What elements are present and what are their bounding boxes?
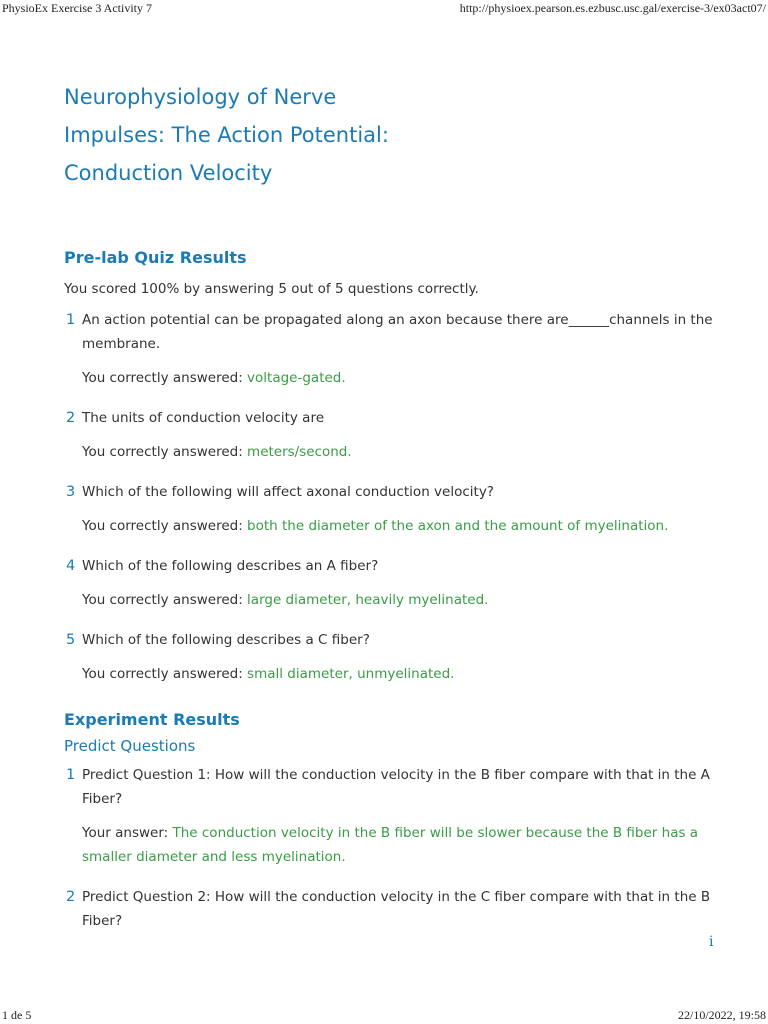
question-answer xyxy=(82,588,724,612)
predict-question-2 xyxy=(64,885,724,933)
prelab-question-4 xyxy=(64,554,724,612)
answer-prefix: You correctly answered: xyxy=(82,518,243,534)
print-footer-page: 1 de 5 xyxy=(2,1008,32,1022)
prelab-score: You scored 100% by answering 5 out of 5 questions correctly. xyxy=(64,281,479,297)
prelab-heading: Pre-lab Quiz Results xyxy=(64,248,247,267)
question-number: 1 xyxy=(66,312,76,328)
question-text: Which of the following will affect axonal conduction velocity? xyxy=(82,484,494,500)
answer-value: large diameter, heavily myelinated. xyxy=(247,592,489,608)
answer-prefix: You correctly answered: xyxy=(82,666,243,682)
question-number: 4 xyxy=(66,558,76,574)
answer-value: voltage-gated. xyxy=(247,370,346,386)
answer-prefix: Your answer: xyxy=(82,825,169,841)
question-text: Which of the following describes a C fiber? xyxy=(82,632,370,648)
question-number: 2 xyxy=(66,889,76,905)
question-text: Which of the following describes an A fiber? xyxy=(82,558,379,574)
experiment-heading: Experiment Results xyxy=(64,710,240,729)
answer-value: The conduction velocity in the B fiber will be slower because the B fiber has a smaller diameter and less myelination. xyxy=(82,825,699,865)
question-number: 2 xyxy=(66,410,76,426)
question-text: The units of conduction velocity are xyxy=(82,410,325,426)
print-footer xyxy=(0,1008,768,1024)
predict-question-1 xyxy=(64,763,724,869)
prelab-question-1 xyxy=(64,308,724,390)
question-text: An action potential can be propagated along an axon because there are______channels in the membrane. xyxy=(82,312,713,352)
question-answer xyxy=(82,821,724,869)
question-number: 5 xyxy=(66,632,76,648)
print-header-title: PhysioEx Exercise 3 Activity 7 xyxy=(2,1,152,15)
prelab-question-2 xyxy=(64,406,724,464)
question-text: Predict Question 2: How will the conduction velocity in the C fiber compare with that in the B Fiber? xyxy=(82,889,711,929)
question-answer xyxy=(82,662,724,686)
page-title-line-1: Neurophysiology of Nerve xyxy=(64,85,337,109)
info-icon[interactable]: i xyxy=(709,934,714,950)
question-answer xyxy=(82,514,724,538)
answer-prefix: You correctly answered: xyxy=(82,444,243,460)
question-number: 3 xyxy=(66,484,76,500)
print-footer-date: 22/10/2022, 19:58 xyxy=(677,1008,766,1022)
page-title xyxy=(64,78,724,192)
question-answer xyxy=(82,440,724,464)
answer-prefix: You correctly answered: xyxy=(82,370,243,386)
page-title-line-3: Conduction Velocity xyxy=(64,161,273,185)
question-answer xyxy=(82,366,724,390)
answer-value: meters/second. xyxy=(247,444,352,460)
page-title-line-2: Impulses: The Action Potential: xyxy=(64,123,389,147)
answer-prefix: You correctly answered: xyxy=(82,592,243,608)
predict-heading: Predict Questions xyxy=(64,737,196,755)
main-content xyxy=(64,78,724,933)
print-header xyxy=(0,1,768,17)
prelab-question-3 xyxy=(64,480,724,538)
answer-value: both the diameter of the axon and the amount of myelination. xyxy=(247,518,669,534)
question-text: Predict Question 1: How will the conduction velocity in the B fiber compare with that in the A Fiber? xyxy=(82,767,710,807)
answer-value: small diameter, unmyelinated. xyxy=(247,666,455,682)
print-header-url: http://physioex.pearson.es.ezbusc.usc.gal/exercise-3/ex03act07/ xyxy=(459,1,766,15)
prelab-question-5 xyxy=(64,628,724,686)
question-number: 1 xyxy=(66,767,76,783)
